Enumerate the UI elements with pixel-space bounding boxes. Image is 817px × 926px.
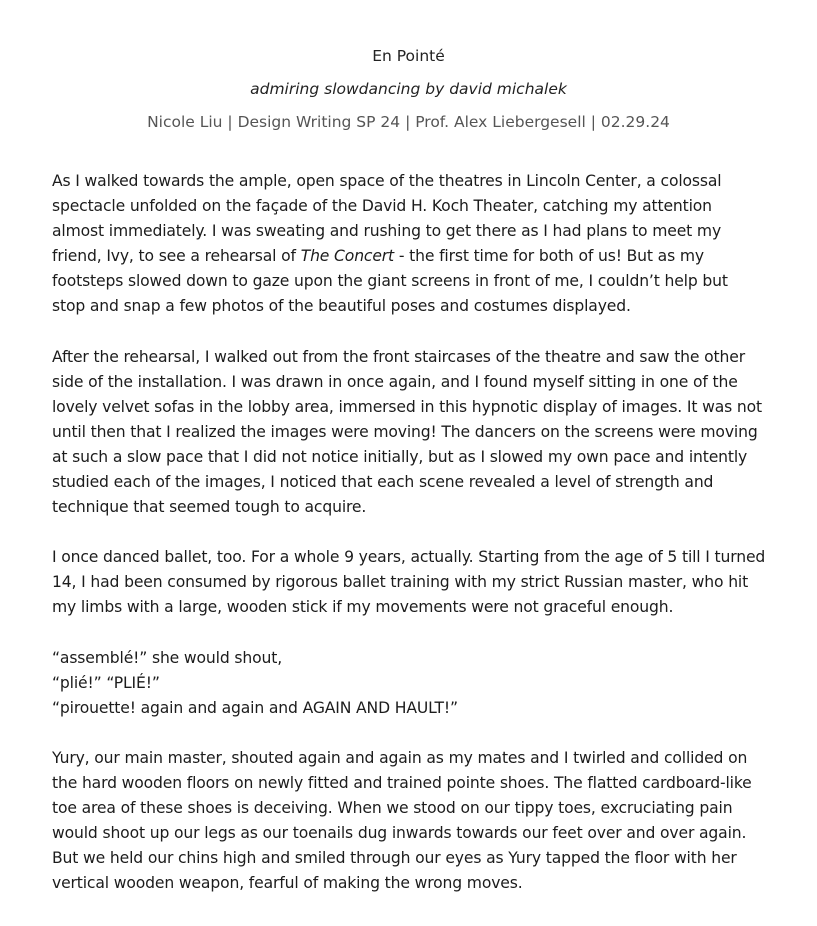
quote-line: “assemblé!” she would shout,: [52, 648, 283, 667]
text-line: vertical wooden weapon, fearful of making the wrong moves.: [52, 874, 523, 893]
text-line: Yury, our main master, shouted again and again as my mates and I twirled and collided on: [52, 748, 748, 767]
paragraph-3: [52, 545, 772, 620]
text-line: technique that seemed tough to acquire.: [52, 498, 367, 517]
quote-line: “pirouette! again and again and AGAIN AND HAULT!”: [52, 698, 458, 717]
document-title: En Pointé: [372, 47, 445, 65]
text-line: side of the installation. I was drawn in once again, and I found myself sitting in one of the: [52, 372, 738, 391]
text-line: After the rehearsal, I walked out from the front staircases of the theatre and saw the other: [52, 347, 745, 366]
text-line: would shoot up our legs as our toenails dug inwards towards our feet over and over again.: [52, 824, 747, 843]
text-line: toe area of these shoes is deceiving. When we stood on our tippy toes, excruciating pain: [52, 798, 733, 817]
text-line: As I walked towards the ample, open space of the theatres in Lincoln Center, a colossal: [52, 172, 722, 190]
text-line: lovely velvet sofas in the lobby area, immersed in this hypnotic display of images. It was not: [52, 397, 763, 416]
author-course-date-line: Nicole Liu | Design Writing SP 24 | Prof. Alex Liebergesell | 02.29.24: [147, 113, 670, 131]
text-segment: - the first time for both of us! But as my: [394, 247, 704, 266]
text-line: footsteps slowed down to gaze upon the giant screens in front of me, I couldn’t help but: [52, 272, 728, 291]
text-line: [52, 244, 772, 269]
document-body: [52, 169, 772, 921]
text-line: almost immediately. I was sweating and rushing to get there as I had plans to meet my: [52, 222, 722, 241]
text-line: 14, I had been consumed by rigorous ballet training with my strict Russian master, who hit: [52, 573, 749, 592]
text-line: until then that I realized the images were moving! The dancers on the screens were moving: [52, 422, 758, 441]
text-segment: friend, Ivy, to see a rehearsal of: [52, 247, 301, 266]
text-line: my limbs with a large, wooden stick if my movements were not graceful enough.: [52, 598, 674, 617]
quote-line: “plié!” “PLIÉ!”: [52, 673, 160, 692]
paragraph-1: [52, 169, 772, 320]
document-subtitle: admiring slowdancing by david michalek: [250, 80, 567, 98]
document-header: [0, 0, 817, 133]
text-line: spectacle unfolded on the façade of the David H. Koch Theater, catching my attention: [52, 197, 712, 216]
quote-block: [52, 646, 772, 721]
text-line: at such a slow pace that I did not notice initially, but as I slowed my own pace and intently: [52, 447, 748, 466]
italic-title: The Concert: [300, 247, 395, 266]
text-line: the hard wooden floors on newly fitted and trained pointe shoes. The flatted cardboard-like: [52, 773, 752, 792]
paragraph-5: [52, 746, 772, 897]
text-line: I once danced ballet, too. For a whole 9 years, actually. Starting from the age of 5 till I turned: [52, 548, 766, 567]
paragraph-2: [52, 345, 772, 521]
text-line: studied each of the images, I noticed that each scene revealed a level of strength and: [52, 473, 714, 492]
text-line: stop and snap a few photos of the beautiful poses and costumes displayed.: [52, 297, 631, 316]
text-line: But we held our chins high and smiled through our eyes as Yury tapped the floor with her: [52, 849, 737, 868]
